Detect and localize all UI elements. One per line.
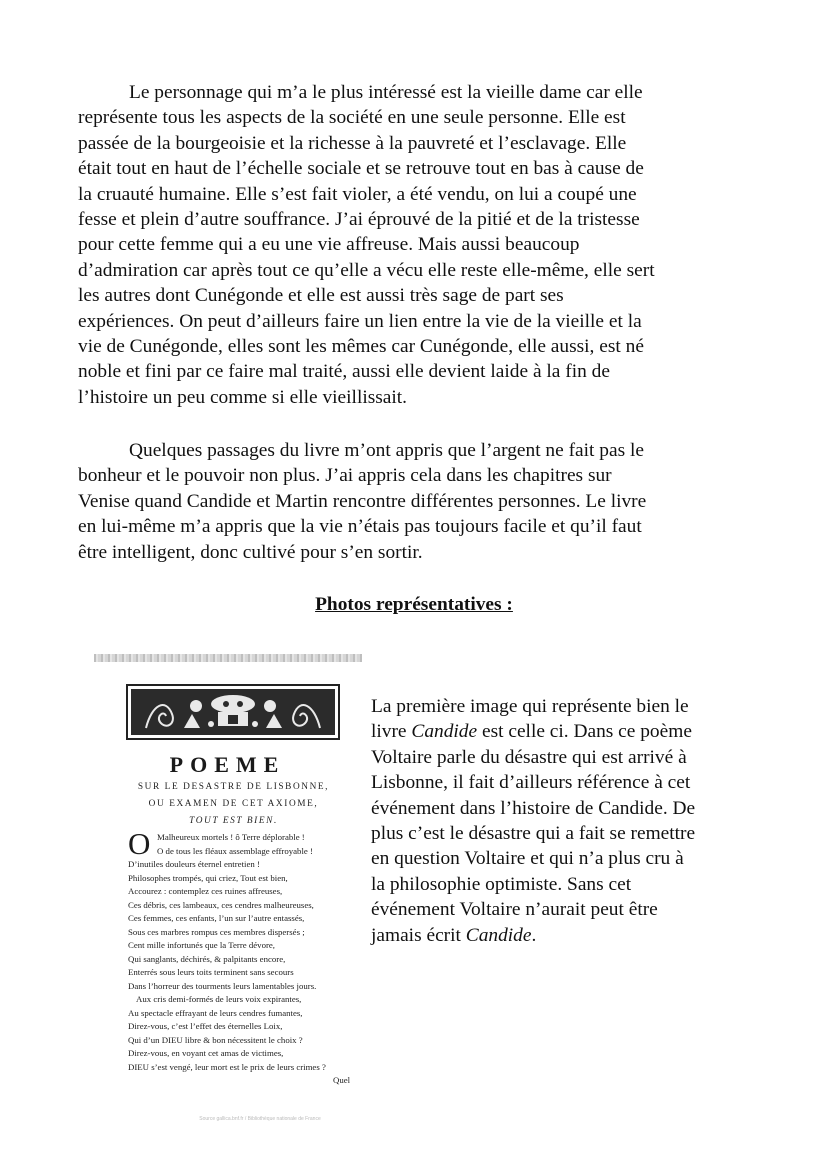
text-line: vie de Cunégonde, elles sont les mêmes car Cunégonde, elle aussi, est né [78,336,644,358]
ornament-headpiece [126,684,340,740]
caption-text: plus c’est le désastre qui a fait se remettre [371,823,696,845]
text-line: en lui-même m’a appris que la vie n’étais pas toujours facile et qu’il faut [78,516,642,538]
text-line: Quelques passages du livre m’ont appris que l’argent ne fait pas le [129,440,644,461]
poem-verse-line: Direz-vous, c’est l’effet des éternelles Loix, [128,1021,283,1031]
scan-source-note: Source gallica.bnf.fr / Bibliothèque nationale de France [199,1116,321,1122]
poem-title: POEME [169,752,286,777]
text-line: l’histoire un peu comme si elle vieillissait. [78,386,408,408]
poem-verse-line: Qui d’un DIEU libre & bon nécessitent le choix ? [128,1034,303,1045]
caption-line [371,846,751,871]
caption-line [371,745,751,770]
text-line: bonheur et le pouvoir non plus. J’ai appris cela dans les chapitres sur [78,465,612,487]
caption-line [371,897,751,922]
poem-catchword: Quel [333,1075,351,1085]
poem-verse-line: Direz-vous, en voyant cet amas de victimes, [128,1048,284,1058]
caption-line [371,694,751,719]
poem-subtitle-3: TOUT EST BIEN. [189,816,278,826]
text-line: noble et fini par ce faire mal traité, aussi elle devient laide à la fin de [78,361,610,383]
poem-verse-line: Cent mille infortunés que la Terre dévore, [128,940,276,950]
poem-verse-line: Malheureux mortels ! ô Terre déplorable ! [157,832,305,842]
caption-line [371,770,751,795]
caption-text: la philosophie optimiste. Sans cet [371,873,632,895]
caption-text: . [531,924,537,946]
text-line: fesse et plein d’autre souffrance. J’ai éprouvé de la pitié et de la tristesse [78,209,640,231]
poem-verse-line: DIEU s’est vengé, leur mort est le prix de leurs crimes ? [128,1061,326,1072]
text-line: expériences. On peut d’ailleurs faire un lien entre la vie de la vieille et la [78,310,642,332]
poem-scan-image [90,640,365,1130]
caption-text: Voltaire parle du désastre qui est arrivé à [371,746,687,768]
poem-dropcap: O [128,826,151,861]
poem-verse-line: Enterrés sous leurs toits terminent sans secours [128,967,294,977]
poem-subtitle-1: SUR LE DESASTRE DE LISBONNE, [137,782,330,792]
poem-verse-line: Sous ces marbres rompus ces membres dispersés ; [128,926,305,937]
image-caption [371,694,751,948]
caption-italic-title: Candide [411,721,478,743]
text-line: Le personnage qui m’a le plus intéressé est la vieille dame car elle [129,82,643,103]
caption-text: livre [371,721,412,743]
poem-verse-line: Aux cris demi-formés de leurs voix expirantes, [136,994,302,1004]
paragraph-vieille-dame [78,80,750,410]
poem-verse-line: D’inutiles douleurs éternel entretien ! [128,859,260,869]
caption-text: La première image qui représente bien le [371,696,689,717]
poem-verses [128,831,365,1088]
poem-verse-line: Dans l’horreur des tourments leurs lamentables jours. [128,980,317,991]
caption-line [371,821,751,846]
poem-verse-line: Philosophes trompés, qui criez, Tout est bien, [128,872,288,883]
caption-text: événement Voltaire n’aurait peut être [371,899,658,921]
caption-text: jamais écrit [371,924,466,946]
poem-verse-line: Accourez : contemplez ces ruines affreuses, [128,886,283,896]
text-line: Venise quand Candide et Martin rencontre différentes personnes. Le livre [78,490,647,512]
paragraph-lessons [78,438,750,565]
caption-line [371,719,751,744]
text-line: la cruauté humaine. Elle s’est fait violer, a été vendu, on lui a coupé une [78,183,637,205]
text-line: d’admiration car après tout ce qu’elle a vécu elle reste elle-même, elle sert [78,259,655,281]
text-line: être intelligent, donc cultivé pour s’en sortir. [78,541,423,563]
text-line: représente tous les aspects de la société en une seule personne. Elle est [78,107,626,129]
caption-text: est celle ci. Dans ce poème [477,721,692,743]
caption-text: en question Voltaire et qui n’a plus cru à [371,848,684,870]
scan-page-edge [94,654,362,662]
text-line: pour cette femme qui a eu une vie affreuse. Mais aussi beaucoup [78,234,580,256]
section-heading: Photos représentatives : [315,594,513,615]
caption-text: Lisbonne, il fait d’ailleurs référence à cet [371,772,691,794]
poem-verse-line: Ces femmes, ces enfants, l’un sur l’autre entassés, [128,913,305,923]
caption-line [371,923,751,948]
caption-line [371,872,751,897]
text-line: était tout en haut de l’échelle sociale et se retrouve tout en bas à cause de [78,158,644,180]
poem-verse-line: Au spectacle effrayant de leurs cendres fumantes, [128,1007,303,1018]
poem-verse-line: O de tous les fléaux assemblage effroyable ! [157,845,313,856]
text-line: les autres dont Cunégonde et elle est aussi très sage de part ses [78,285,564,307]
caption-italic-title: Candide [465,924,532,946]
poem-verse-line: Ces débris, ces lambeaux, ces cendres malheureuses, [128,899,314,910]
caption-line [371,796,751,821]
poem-verse-line: Qui sanglants, déchirés, & palpitants encore, [128,953,286,964]
caption-text: événement dans l’histoire de Candide. De [371,797,696,819]
poem-subtitle-2: OU EXAMEN DE CET AXIOME, [148,799,319,809]
text-line: passée de la bourgeoisie et la richesse à la pauvreté et l’esclavage. Elle [78,132,627,154]
